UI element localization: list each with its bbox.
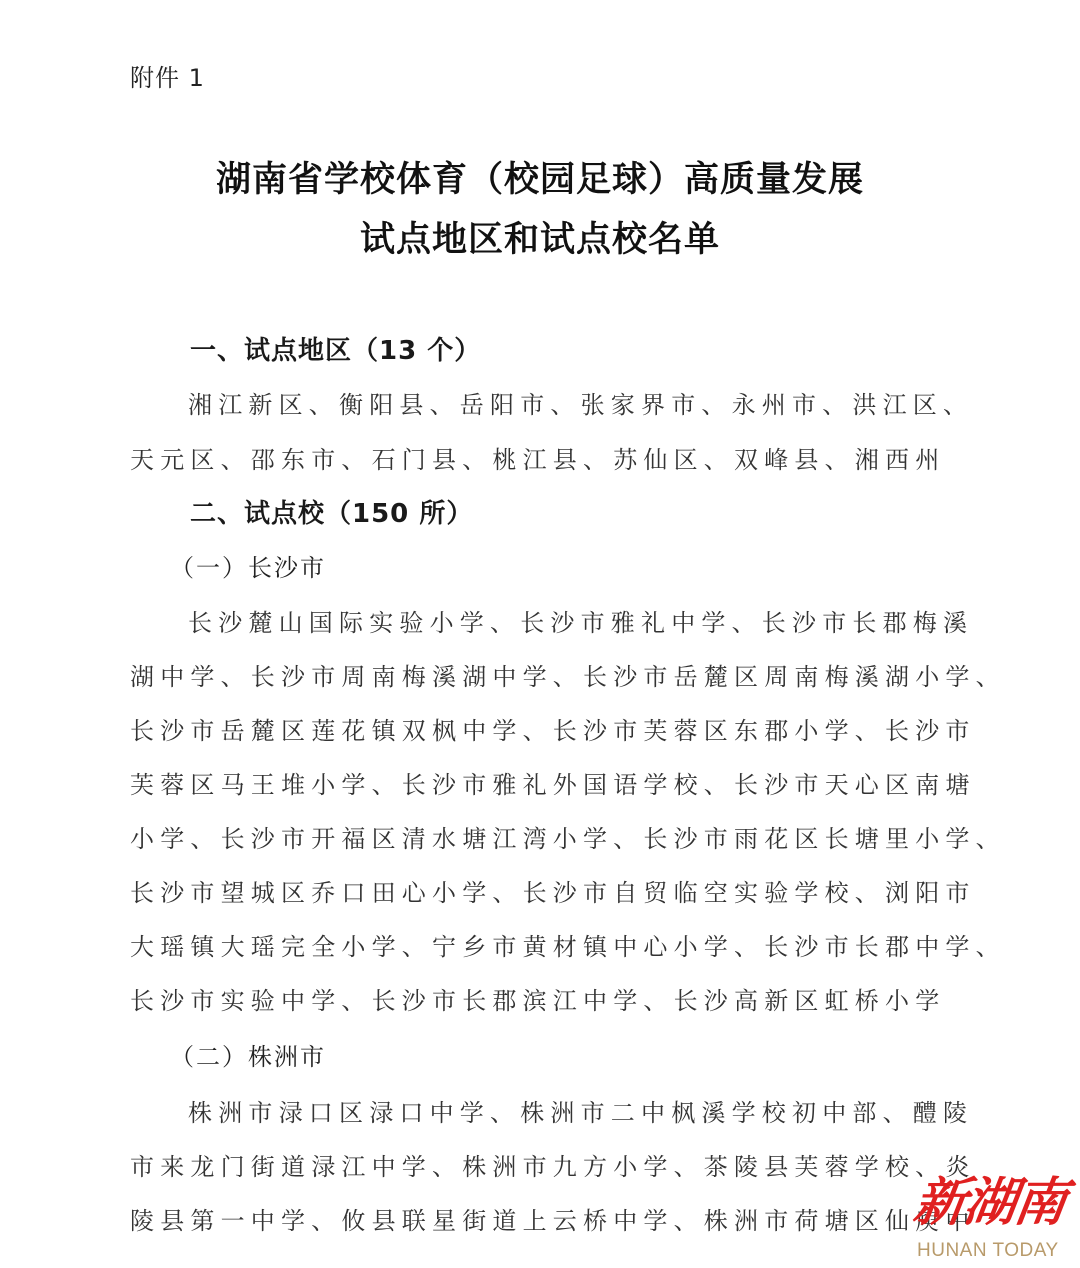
section1-line: 天元区、邵东市、石门县、桃江县、苏仙区、双峰县、湘西州	[130, 446, 946, 474]
school-list-line: 株洲市渌口区渌口中学、株洲市二中枫溪学校初中部、醴陵	[188, 1099, 974, 1127]
school-list-line: 市来龙门街道渌江中学、株洲市九方小学、茶陵县芙蓉学校、炎	[130, 1153, 976, 1181]
school-list-line: 湖中学、长沙市周南梅溪湖中学、长沙市岳麓区周南梅溪湖小学、	[130, 663, 1006, 691]
school-list-line: 长沙市岳麓区莲花镇双枫中学、长沙市芙蓉区东郡小学、长沙市	[130, 717, 976, 745]
school-list-line: 大瑶镇大瑶完全小学、宁乡市黄材镇中心小学、长沙市长郡中学、	[130, 933, 1006, 961]
school-list-line: 芙蓉区马王堆小学、长沙市雅礼外国语学校、长沙市天心区南塘	[130, 771, 976, 799]
school-list-line: 小学、长沙市开福区清水塘江湾小学、长沙市雨花区长塘里小学、	[130, 825, 1006, 853]
subsection-heading-zhuzhou: （二）株洲市	[170, 1043, 326, 1071]
document-title-line2: 试点地区和试点校名单	[359, 219, 720, 260]
section1-line: 湘江新区、衡阳县、岳阳市、张家界市、永州市、洪江区、	[188, 391, 974, 419]
subsection-heading-changsha: （一）长沙市	[170, 554, 326, 582]
school-list-line: 陵县第一中学、攸县联星街道上云桥中学、株洲市荷塘区仙庾中	[130, 1207, 976, 1235]
school-list-line: 长沙市实验中学、长沙市长郡滨江中学、长沙高新区虹桥小学	[130, 987, 946, 1015]
attachment-label: 附件 1	[130, 64, 205, 92]
school-list-line: 长沙麓山国际实验小学、长沙市雅礼中学、长沙市长郡梅溪	[188, 609, 974, 637]
section1-heading: 一、试点地区（13 个）	[190, 336, 482, 366]
document-title-line1: 湖南省学校体育（校园足球）高质量发展	[215, 159, 864, 200]
school-list-line: 长沙市望城区乔口田心小学、长沙市自贸临空实验学校、浏阳市	[130, 879, 976, 907]
hunan-today-watermark	[910, 1160, 1080, 1268]
hunan-today-logo-cn: 新湖南	[910, 1172, 1069, 1233]
section2-heading: 二、试点校（150 所）	[190, 499, 474, 529]
hunan-today-logo-en: HUNAN TODAY	[917, 1240, 1059, 1261]
